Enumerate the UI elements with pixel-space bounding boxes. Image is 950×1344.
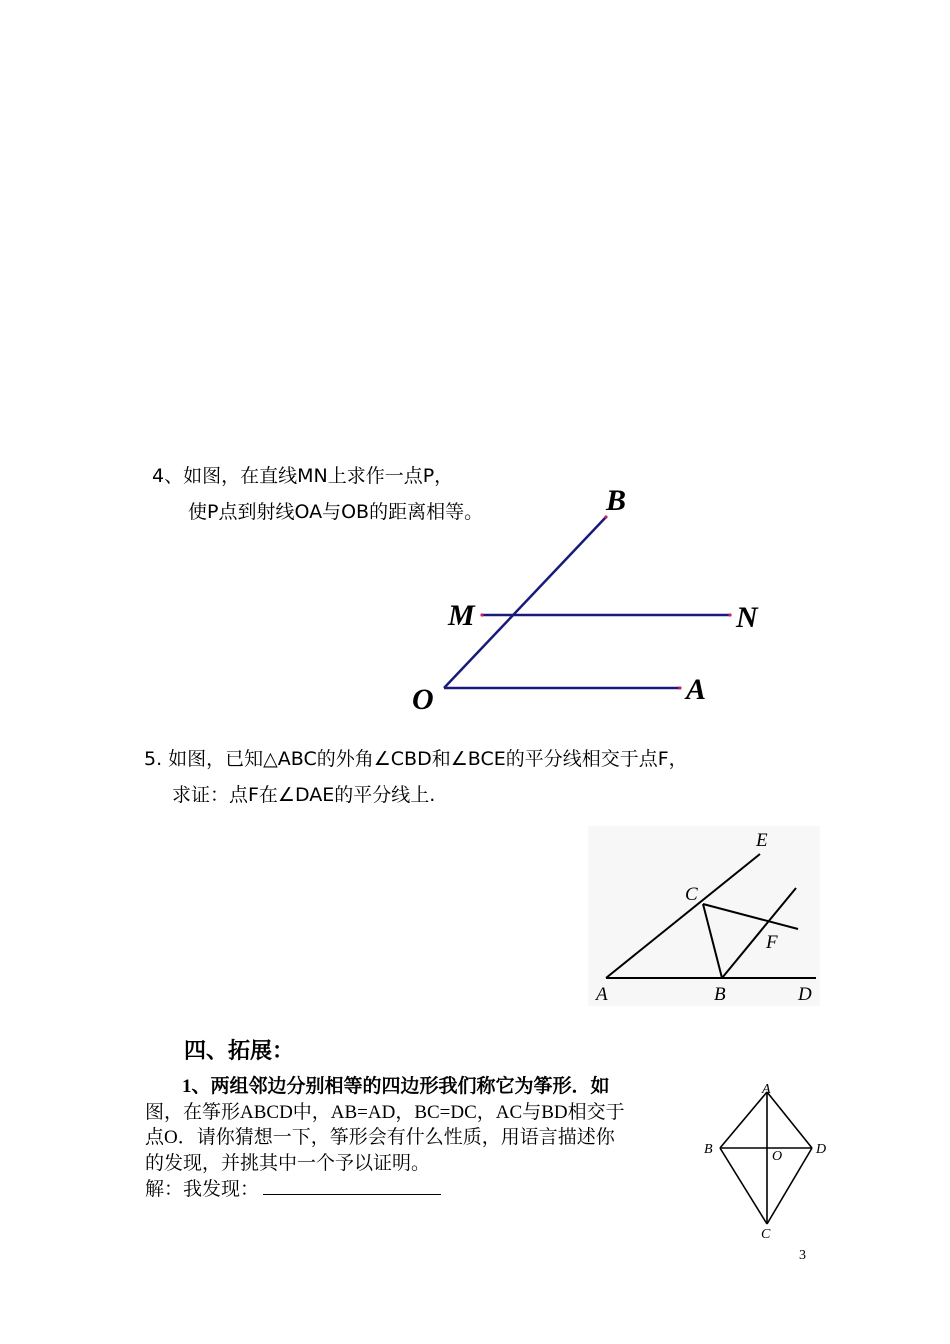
- label-d: D: [798, 984, 812, 1005]
- problem5-line2: 求证：点F在∠DAE的平分线上.: [172, 784, 436, 806]
- kite-ad: [767, 1092, 812, 1148]
- label-b: B: [714, 984, 726, 1005]
- label-b: B: [606, 484, 627, 517]
- section4-q1-line4: 的发现，并挑其中一个予以证明。: [145, 1153, 431, 1174]
- problem4-line2: 使P点到射线OA与OB的距离相等。: [188, 501, 484, 523]
- figure-4: [400, 480, 800, 720]
- kite-figure: [700, 1080, 835, 1245]
- label-e: E: [756, 830, 768, 851]
- bisector-c: [703, 904, 798, 929]
- label-c: C: [685, 884, 698, 905]
- q1-line1-text: 1、两组邻边分别相等的四边形我们称它为筝形．如: [182, 1076, 610, 1097]
- section4-q1-line3: 点O．请你猜想一下，筝形会有什么性质，用语言描述你: [145, 1127, 615, 1148]
- bisector-b: [722, 888, 796, 978]
- answer-line: [145, 1174, 441, 1201]
- kite-bc: [720, 1148, 767, 1224]
- page-number: 3: [799, 1248, 806, 1263]
- kite-label-b: B: [704, 1142, 713, 1157]
- label-n: N: [736, 601, 758, 634]
- kite-ab: [720, 1092, 767, 1148]
- segment-cb: [703, 904, 722, 978]
- kite-label-o: O: [772, 1149, 783, 1164]
- endpoint-a-mark: [678, 686, 681, 689]
- kite-label-c: C: [761, 1227, 771, 1242]
- section4-q1-line2: 图，在筝形ABCD中，AB=AD，BC=DC，AC与BD相交于: [145, 1102, 625, 1123]
- kite-label-a: A: [762, 1082, 771, 1097]
- problem5-line1: 5. 如图，已知△ABC的外角∠CBD和∠BCE的平分线相交于点F，: [144, 748, 688, 770]
- answer-blank[interactable]: [263, 1176, 441, 1195]
- endpoint-m-mark: [480, 613, 483, 616]
- kite-label-d: D: [816, 1142, 827, 1157]
- section4-q1-line1: [182, 1071, 610, 1098]
- label-o: O: [412, 683, 434, 716]
- label-f: F: [766, 932, 778, 953]
- endpoint-n-mark: [728, 613, 731, 616]
- figure-5: [588, 826, 820, 1006]
- answer-prefix: 解：我发现：: [145, 1179, 260, 1200]
- label-a: A: [686, 673, 707, 706]
- label-m: M: [448, 599, 475, 632]
- label-a: A: [596, 984, 608, 1005]
- section-heading: 四、拓展：: [184, 1039, 295, 1064]
- problem4-line1: 4、如图，在直线MN上求作一点P，: [152, 465, 454, 487]
